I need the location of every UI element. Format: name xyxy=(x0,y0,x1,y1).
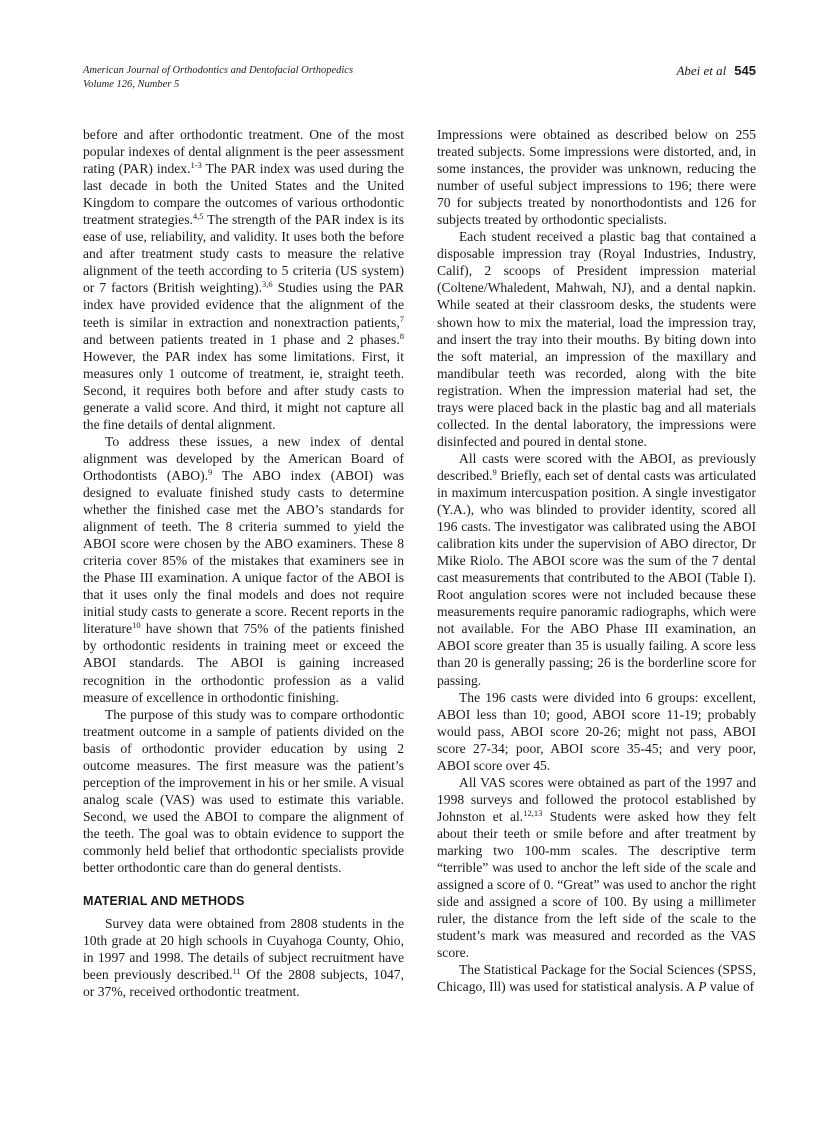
citation: 9 xyxy=(208,466,213,477)
paragraph: Survey data were obtained from 2808 students in the 10th grade at 20 high schools in Cuyahoga County, Ohio, in 1997 and 1998. The details of subject recruitment have been previously described.$^{11}$ Of the 2808 subjects, 1047, or 37%, received orthodontic treatment. xyxy=(83,916,404,1000)
paragraph: All VAS scores were obtained as part of the 1997 and 1998 surveys and followed the protocol established by Johnston et al.$^{12,13}$ Students were asked how they felt about their teeth or smile before and after treatment by marking two 100-mm scales. The descriptive term “terrible” was used to anchor the left side of the scale and assigned a score of 0. “Great” was used to anchor the right side and assigned a score of 100. By using a millimeter ruler, the distance from the left side of the scale to the student’s mark was measured and recorded as the VAS score. xyxy=(437,774,756,961)
paragraph: before and after orthodontic treatment. One of the most popular indexes of dental alignment is the peer assessment rating (PAR) index.$^{1-3}$ The PAR index was used during the last decade in both the United States and the United Kingdom to compare the outcomes of various orthodontic treatment strategies.$^{4,5}$ The strength of the PAR index is its ease of use, reliability, and validity. It uses both the before and after treatment study casts to measure the relative alignment of the teeth according to 5 criteria (US system) or 7 factors (British weighting).$^{3,6}$ Studies using the PAR index have provided evidence that the alignment of the teeth is similar in extraction and nonextraction patients,$^7$ and between patients treated in 1 phase and 2 phases.$^8$ However, the PAR index has some limitations. First, it measures only 1 outcome of treatment, ie, straight teeth. Second, it requires both before and after study casts to generate a valid score. And third, it might not capture all the fine details of dental alignment. xyxy=(83,127,405,432)
citation: 3,6 xyxy=(262,279,273,290)
paragraph: Impressions were obtained as described below on 255 treated subjects. Some impressions were distorted, and, in some instances, the provider was unknown, reducing the number of useful subject impressions to 196; there were 70 for subjects treated by nonorthodontists and 126 for subjects treated by orthodontic specialists. xyxy=(437,127,756,228)
citation: 7 xyxy=(399,313,404,324)
left-column xyxy=(83,126,404,1000)
citation: 11 xyxy=(232,966,241,977)
citation: 8 xyxy=(399,330,404,341)
section-heading: MATERIAL AND METHODS xyxy=(83,894,245,909)
paragraph: To address these issues, a new index of dental alignment was developed by the American Board of Orthodontists (ABO).$^9$ The ABO index (ABOI) was designed to evaluate finished study casts to determine whether the finished case met the ABO’s standards for alignment of teeth. The 8 criteria summed to yield the ABOI score were chosen by the ABO examiners. These 8 criteria cover 85% of the mistakes that examiners see in the Phase III examination. A unique factor of the ABOI is that it uses only the final models and does not require initial study casts to generate a score. Recent reports in the literature$^{10}$ have shown that 75% of the patients finished by orthodontic residents in training meet or exceed the ABOI standards. The ABOI is gaining increased recognition in the orthodontic profession as a valid measure of excellence in orthodontic finishing. xyxy=(83,433,404,705)
paragraph: The purpose of this study was to compare orthodontic treatment outcome in a sample of patients divided on the basis of orthodontic provider education by using 2 outcome measures. The first measure was the patient’s perception of the improvement in his or her smile. A visual analog scale (VAS) was used to estimate this variable. Second, we used the ABOI to compare the alignment of the teeth. The goal was to obtain evidence to support the commonly held belief that orthodontic specialists provide better orthodontic care than do general dentists. xyxy=(83,706,404,876)
paragraph: The 196 casts were divided into 6 groups: excellent, ABOI less than 10; good, ABOI score 11-19; probably would pass, ABOI score 20-26; might not pass, ABOI score 27-34; poor, ABOI score 35-45; and very poor, ABOI score over 45. xyxy=(437,689,756,773)
paragraph: All casts were scored with the ABOI, as previously described.$^9$ Briefly, each set of dental casts was articulated in maximum intercuspation position. A single investigator (Y.A.), who was blinded to provider identity, scored all 196 casts. The investigator was calibrated using the ABOI calibration kits under the supervision of ABO director, Dr Mike Riolo. The ABOI score was the sum of the 7 dental cast measurements that contributed to the ABOI (Table I). Root angulation scores were not included because these measurements require panoramic radiographs, which were not available. For the ABO Phase III examination, an ABOI score greater than 35 is usually failing. A score less than 20 is generally passing; 26 is the borderline score for passing. xyxy=(437,450,756,688)
citation: 12,13 xyxy=(523,807,543,818)
citation: 1-3 xyxy=(190,160,202,171)
citation: 9 xyxy=(492,466,497,477)
running-author: Abei et al xyxy=(676,63,727,78)
paragraph: The Statistical Package for the Social Sciences (SPSS, Chicago, Ill) was used for statistical analysis. A P value of xyxy=(437,962,756,995)
running-head xyxy=(676,64,756,78)
paragraph: Each student received a plastic bag that contained a disposable impression tray (Royal Industries, Industry, Calif), 2 scoops of President impression material (Coltene/Whaledent, Mahwah, NJ), and a dental napkin. While seated at their classroom desks, the students were shown how to mix the material, load the impression tray, and insert the tray into their mouths. By biting down into the soft material, an impression of the maxillary and mandibular teeth was recorded, along with the bite registration. When the impression material had set, the trays were placed back in the plastic bag and all materials collected. In the dental laboratory, the impressions were disinfected and poured in dental stone. xyxy=(437,229,756,449)
page-header xyxy=(83,64,756,96)
right-column xyxy=(437,126,756,995)
citation: 4,5 xyxy=(192,211,204,222)
journal-info xyxy=(83,64,353,91)
page-number: 545 xyxy=(734,63,756,78)
journal-volume: Volume 126, Number 5 xyxy=(83,78,180,90)
citation: 10 xyxy=(132,620,141,631)
journal-title: American Journal of Orthodontics and Dentofacial Orthopedics xyxy=(83,65,354,76)
